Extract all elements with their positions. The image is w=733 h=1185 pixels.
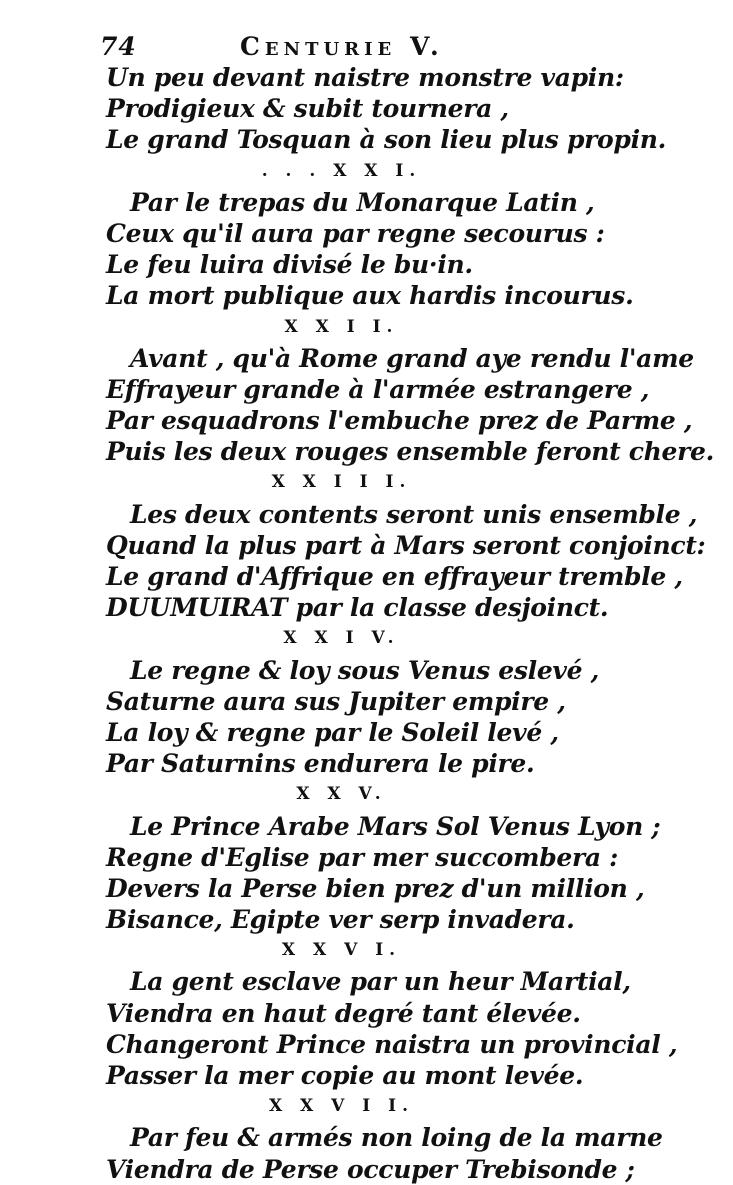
verse-line: Quand la plus part à Mars seront conjoinct: (106, 530, 706, 560)
verse-line: Par esquadrons l'embuche prez de Parme , (106, 406, 693, 436)
quatrain-numeral: . . . X X I. (261, 160, 422, 181)
verse-block (0, 62, 715, 1185)
verse-line: Par feu & armés non loing de la marne (130, 1123, 663, 1153)
quatrain-numeral: X X V. (296, 784, 387, 805)
verse-line: Par Saturnins endurera le pire. (106, 749, 535, 779)
verse-line: Changeront Prince naistra un provincial , (106, 1029, 678, 1059)
verse-line: La gent esclave par un heur Martial, (130, 967, 631, 997)
verse-line: Effrayeur grande à l'armée estrangere , (106, 374, 650, 404)
verse-line: Les deux contents seront unis ensemble , (130, 499, 698, 529)
quatrain-numeral: X X V I I. (268, 1096, 415, 1117)
quatrain-numeral: X X I V. (283, 628, 400, 649)
verse-line: Par le trepas du Monarque Latin , (130, 187, 595, 217)
verse-line: Le regne & loy sous Venus eslevé , (130, 655, 600, 685)
page-number: 74 (100, 32, 137, 61)
verse-line: Viendra en haut degré tant élevée. (106, 998, 581, 1028)
quatrain-numeral: X X V I. (281, 940, 402, 961)
verse-line: Ceux qu'il aura par regne secourus : (106, 218, 605, 248)
verse-line: Devers la Perse bien prez d'un million , (106, 873, 645, 903)
verse-line: Puis les deux rouges ensemble feront chere. (106, 437, 715, 467)
verse-line: La loy & regne par le Soleil levé , (106, 717, 559, 747)
verse-line: La mort publique aux hardis incourus. (106, 281, 634, 311)
running-head (100, 32, 580, 66)
verse-line: Passer la mer copie au mont levée. (106, 1061, 584, 1090)
verse-line: Avant , qu'à Rome grand aye rendu l'ame (130, 343, 694, 373)
verse-line: Le feu luira divisé le bu·in. (106, 250, 473, 280)
quatrain-numeral: X X I I I. (271, 472, 412, 493)
verse-line: DUUMUIRAT par la classe desjoinct. (106, 593, 609, 623)
verse-line: Un peu devant naistre monstre vapin: (106, 63, 624, 92)
verse-line: Le grand Tosquan à son lieu plus propin. (106, 125, 667, 155)
verse-line: Prodigieux & subit tournera , (106, 94, 509, 124)
verse-line: Saturne aura sus Jupiter empire , (106, 686, 566, 716)
verse-line: Bisance, Egipte ver serp invadera. (106, 905, 575, 935)
verse-line: Le grand d'Affrique en effrayeur tremble , (106, 562, 683, 591)
running-title: Centurie V. (240, 32, 444, 61)
verse-line: Regne d'Eglise par mer succombera : (106, 842, 619, 872)
verse-line: Viendra de Perse occuper Trebisonde ; (106, 1154, 635, 1184)
quatrain-numeral: X X I I. (284, 316, 399, 337)
verse-line: Le Prince Arabe Mars Sol Venus Lyon ; (130, 811, 661, 841)
